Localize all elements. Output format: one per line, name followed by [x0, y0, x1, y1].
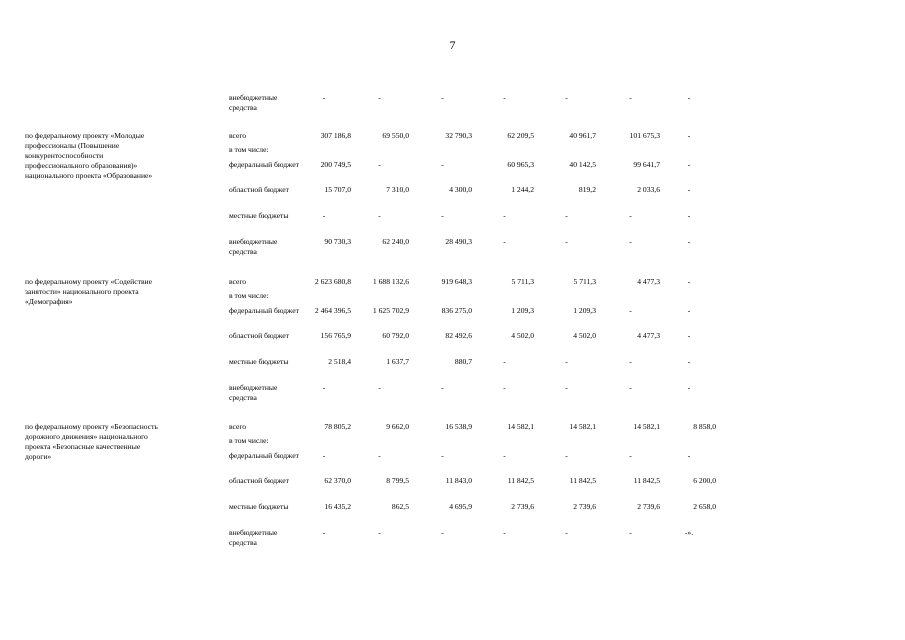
cell-value: - [687, 211, 691, 220]
cell-value: 16 435,2 [324, 502, 351, 511]
row-label: местные бюджеты [229, 502, 289, 511]
cell-value: 40 142,5 [569, 160, 596, 169]
cell-value: - [503, 357, 506, 366]
cell-value: - [565, 383, 568, 392]
cell-value: 919 648,3 [441, 277, 472, 286]
cell-value: - [322, 93, 326, 102]
cell-value: 1 688 132,6 [372, 277, 409, 286]
cell-value: - [629, 357, 632, 366]
cell-value: 2 658,0 [693, 502, 716, 511]
cell-value: 28 490,3 [445, 237, 472, 246]
cell-value: - [687, 357, 691, 366]
row-label: внебюджетные средства [229, 383, 278, 402]
cell-value: 32 790,3 [445, 131, 472, 140]
cell-value: 9 662,0 [386, 422, 409, 431]
cell-value: - [441, 383, 444, 392]
cell-value: - [687, 160, 691, 169]
cell-value: - [687, 383, 691, 392]
cell-value: - [378, 160, 381, 169]
cell-value: - [441, 211, 444, 220]
cell-value: - [687, 93, 691, 102]
cell-value: - [441, 93, 444, 102]
cell-value: - [565, 451, 568, 460]
cell-value: 78 805,2 [324, 422, 351, 431]
cell-value: 2 623 680,8 [314, 277, 351, 286]
cell-value: - [629, 306, 632, 315]
row-label: всего [229, 277, 247, 286]
project-title: по федеральному проекту «Безопасность дорожного движения» национального проекта «Безопасные качественные дороги» [25, 422, 158, 461]
row-label: федеральный бюджет [229, 160, 299, 169]
cell-value: 862,5 [391, 502, 409, 511]
cell-value: - [441, 160, 444, 169]
cell-value: 880,7 [454, 357, 472, 366]
cell-value: 2 518,4 [328, 357, 351, 366]
cell-value: - [687, 451, 691, 460]
cell-value: - [565, 237, 568, 246]
row-label: в том числе: [229, 145, 269, 154]
cell-value: - [322, 451, 326, 460]
cell-value: - [687, 185, 691, 194]
cell-value: - [687, 277, 691, 286]
cell-value: - [503, 451, 506, 460]
cell-value: - [378, 93, 381, 102]
cell-value: 11 843,0 [445, 476, 472, 485]
cell-value: - [322, 383, 326, 392]
cell-value: 156 765,9 [320, 331, 351, 340]
cell-value: 2 033,6 [637, 185, 660, 194]
cell-value: 4 502,0 [573, 331, 596, 340]
cell-value: - [687, 131, 691, 140]
cell-value: 307 186,8 [320, 131, 351, 140]
cell-value: 2 739,6 [637, 502, 660, 511]
cell-value: 2 739,6 [511, 502, 534, 511]
row-label: внебюджетные средства [229, 93, 278, 112]
cell-value: - [378, 211, 381, 220]
cell-value: 4 502,0 [511, 331, 534, 340]
row-label: в том числе: [229, 291, 269, 300]
cell-value: - [629, 383, 632, 392]
cell-value: 62 370,0 [324, 476, 351, 485]
cell-value: 15 707,0 [324, 185, 351, 194]
cell-value: - [565, 93, 568, 102]
row-label: местные бюджеты [229, 211, 289, 220]
cell-value: 82 492,6 [445, 331, 472, 340]
cell-value: 8 858,0 [693, 422, 716, 431]
project-title: по федеральному проекту «Молодые профессионалы (Повышение конкурентоспособности профессионального образования)» национального проекта «Образование» [25, 131, 153, 180]
cell-value: 6 200,0 [693, 476, 716, 485]
row-label: всего [229, 422, 247, 431]
cell-value: 200 749,5 [320, 160, 351, 169]
row-label: областной бюджет [229, 331, 289, 340]
cell-value: 90 730,3 [324, 237, 351, 246]
cell-value: 1 625 702,9 [372, 306, 409, 315]
cell-value: 1 209,3 [511, 306, 534, 315]
cell-value: 1 637,7 [386, 357, 409, 366]
cell-value: 99 641,7 [633, 160, 660, 169]
row-label: местные бюджеты [229, 357, 289, 366]
page-number: 7 [449, 38, 456, 52]
row-label: всего [229, 131, 247, 140]
cell-value: 5 711,3 [511, 277, 534, 286]
cell-value: 4 477,3 [637, 277, 660, 286]
cell-value: 60 792,0 [382, 331, 409, 340]
cell-value: 14 582,1 [569, 422, 596, 431]
cell-value: 101 675,3 [629, 131, 660, 140]
cell-value: - [565, 528, 568, 537]
cell-value: - [565, 357, 568, 366]
cell-value: - [687, 237, 691, 246]
cell-value: 4 695,9 [449, 502, 472, 511]
cell-value: 4 477,3 [637, 331, 660, 340]
cell-value: 4 300,0 [449, 185, 472, 194]
cell-value: 5 711,3 [573, 277, 596, 286]
cell-value: - [503, 237, 506, 246]
row-label: внебюджетные средства [229, 528, 278, 547]
cell-value: 819,2 [578, 185, 596, 194]
cell-value: - [441, 528, 444, 537]
cell-value: - [503, 528, 506, 537]
row-label: федеральный бюджет [229, 451, 299, 460]
cell-value: 7 310,0 [386, 185, 409, 194]
cell-value: - [629, 528, 632, 537]
cell-value: 2 739,6 [573, 502, 596, 511]
cell-value: - [322, 211, 326, 220]
cell-value: 60 965,3 [507, 160, 534, 169]
cell-value: - [378, 528, 381, 537]
cell-value: 62 240,0 [382, 237, 409, 246]
cell-value: 1 244,2 [511, 185, 534, 194]
row-label: в том числе: [229, 436, 269, 445]
cell-value: 62 209,5 [507, 131, 534, 140]
cell-value: - [629, 451, 632, 460]
cell-value: - [378, 383, 381, 392]
cell-value: 69 550,0 [382, 131, 409, 140]
cell-value: - [441, 451, 444, 460]
cell-value: - [629, 211, 632, 220]
cell-value: 14 582,1 [633, 422, 660, 431]
cell-value: - [687, 306, 691, 315]
cell-value: - [503, 211, 506, 220]
cell-value: - [322, 528, 326, 537]
row-label: областной бюджет [229, 476, 289, 485]
cell-value: 836 275,0 [441, 306, 472, 315]
cell-value: 14 582,1 [507, 422, 534, 431]
row-label: федеральный бюджет [229, 306, 299, 315]
cell-value: - [503, 93, 506, 102]
cell-value: 8 799,5 [386, 476, 409, 485]
cell-value: 16 538,9 [445, 422, 472, 431]
cell-value: - [503, 383, 506, 392]
cell-value: - [378, 451, 381, 460]
cell-value: - [629, 237, 632, 246]
cell-value: - [565, 211, 568, 220]
cell-value: - [629, 93, 632, 102]
row-label: внебюджетные средства [229, 237, 278, 256]
cell-value: 11 842,5 [633, 476, 660, 485]
cell-value: - [687, 331, 691, 340]
cell-value: 1 209,3 [573, 306, 596, 315]
row-label: областной бюджет [229, 185, 289, 194]
cell-value: 11 842,5 [569, 476, 596, 485]
cell-value: -». [684, 528, 694, 537]
cell-value: 11 842,5 [507, 476, 534, 485]
cell-value: 2 464 396,5 [314, 306, 351, 315]
cell-value: 40 961,7 [569, 131, 596, 140]
project-title: по федеральному проекту «Содействие занятости» национального проекта «Демография» [25, 277, 152, 306]
